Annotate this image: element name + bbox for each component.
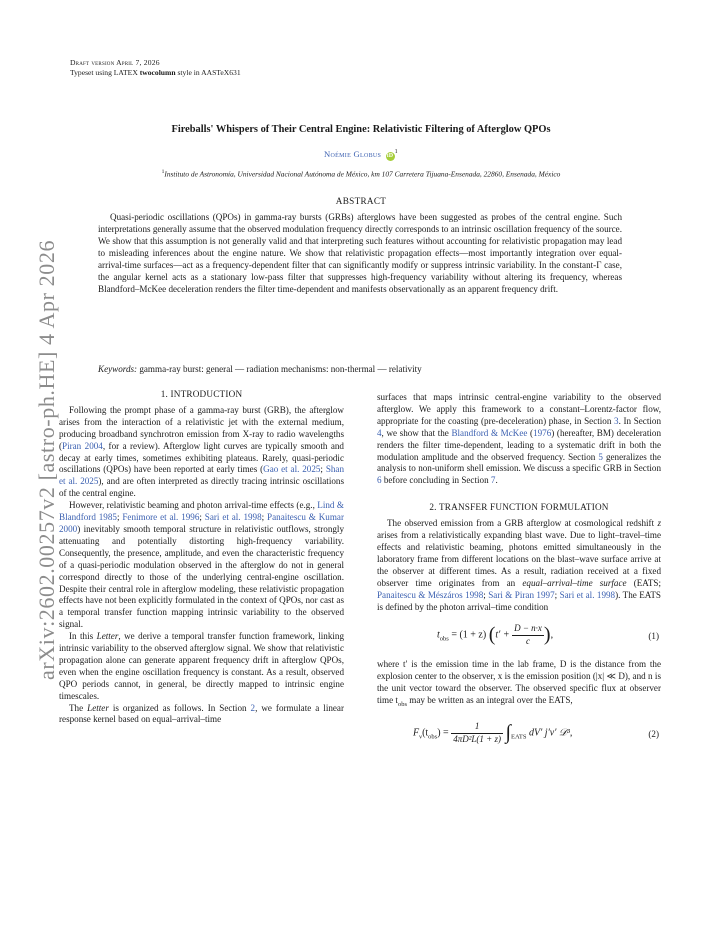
abstract-heading: ABSTRACT (335, 196, 387, 206)
paper-title: Fireballs' Whispers of Their Central Engine: Relativistic Filtering of Afterglow QPOs (171, 124, 551, 135)
intro-paragraph-4-cont: surfaces that maps intrinsic central-engine variability to the observed afterglow. We apply this framework to a constant–Lorentz-factor flow, appropriate for the coasting (pre-deceleration) phase, in Section 3. In Section 4, we show that the Blandford & McKee (1976) (hereafter, BM) deceleration renders the filter time-dependent, leading to a systematic drift in both the modulation amplitude and the observed frequency. Section 5 generalizes the analysis to non-uniform shell emission. We discuss a specific GRB in Section 6 before concluding in Section 7. (377, 392, 661, 486)
citation-link[interactable]: Piran 2004 (62, 440, 103, 451)
citation-link[interactable]: Lind & Blandford 1985 (59, 500, 344, 523)
citation-link[interactable]: Shan et al. 2025 (59, 464, 344, 487)
citation-link[interactable]: Fenimore et al. 1996 (122, 512, 200, 523)
section-heading-introduction: 1. INTRODUCTION (160, 389, 243, 399)
citation-link[interactable]: 1976 (533, 427, 552, 438)
citation-link[interactable]: Sari & Piran 1997 (488, 589, 555, 600)
section-link[interactable]: 7 (490, 475, 496, 486)
citation-link[interactable]: Sari et al. 1998 (204, 512, 262, 523)
citation-link[interactable]: Panaitescu & Kumar 2000 (59, 512, 344, 534)
left-column (59, 389, 344, 726)
equation-number: (2) (648, 728, 659, 739)
citation-link[interactable]: Sari et al. 1998 (559, 589, 616, 600)
section-link[interactable]: 5 (598, 451, 603, 462)
author-name[interactable]: Noémie Globus (324, 149, 382, 159)
citation-link[interactable]: Blandford & McKee (451, 427, 528, 438)
arxiv-stamp (14, 239, 59, 680)
section-link[interactable]: 6 (377, 475, 382, 486)
intro-paragraph-2: However, relativistic beaming and photon arrival-time effects (e.g., Lind & Blandford 1985; Fenimore et al. 1996; Sari et al. 1998; Panaitescu & Kumar 2000) inevitably smooth temporal structure in relativistic outflows, strongly attenuating and potentially distorting high-frequency variability. Consequently, the presence, amplitude, and even the characteristic frequency of a quasi-periodic modulation observed in the afterglow do not in general correspond directly to those of the underlying central-engine oscillation. Despite their central role in afterglow modeling, these relativistic propagation effects have not been explicitly formulated in the context of QPOs, nor cast as a temporal transfer function mapping intrinsic variability to the observed signal. (59, 500, 344, 630)
affiliation: $^1$Instituto de Astronomía, Universidad Nacional Autónoma de México, km 107 Carretera Tijuana-Ensenada, 22860, Ensenada, México (161, 169, 561, 179)
keywords: Keywords: gamma-ray burst: general — radiation mechanisms: non-thermal — relativity (98, 364, 422, 374)
equation-1: $t_{obs} = (1 + z) (t'$ + $\frac{D - n\cdot x}{c}$ ), (1) (437, 623, 659, 647)
author-line (70, 149, 652, 161)
orcid-icon[interactable]: iD (386, 153, 394, 159)
section-link[interactable]: 3 (614, 415, 619, 426)
intro-paragraph-3: In this Letter, we derive a temporal transfer function framework, linking intrinsic variability to the observed afterglow signal. We show that relativistic propagation alone can generate apparent frequency drift in afterglow QPOs, even when the engine oscillation frequency is constant. As a result, observed QPO periods cannot, in general, be directly mapped to intrinsic engine timescales. (59, 631, 344, 701)
typeset-line: Typeset using LATEX twocolumn style in AASTeX631 (70, 68, 241, 77)
sec2-paragraph-2: where t′ is the emission time in the lab frame, D is the distance from the explosion center to the observer, x is the emission position (|x| ≪ D), and n is the unit vector toward the observer. The observed specific flux at observer time $t_{obs}$ may be written as an integral over the EATS, (377, 659, 661, 708)
preprint-header (70, 58, 241, 78)
citation-link[interactable]: Panaitescu & Mészáros 1998 (377, 589, 484, 600)
equation-number: (1) (648, 631, 659, 642)
section-heading-transfer-function: 2. TRANSFER FUNCTION FORMULATION (429, 502, 609, 513)
intro-paragraph-4: The Letter is organized as follows. In Section 2, we formulate a linear response kernel based on equal–arrival–time (59, 702, 344, 725)
section-link[interactable]: 2 (250, 702, 256, 713)
intro-paragraph-1: Following the prompt phase of a gamma-ray burst (GRB), the afterglow arises from the interaction of a relativistic jet with the external medium, producing broadband synchrotron emission from X-ray to radio wavelengths (Piran 2004, for a review). Afterglow light curves are typically smooth and decay at early times, sometimes exhibiting plateaus. Rarely, quasi-periodic oscillations (QPOs) have been reported at early times (Gao et al. 2025; Shan et al. 2025), and are often interpreted as directly tracing intrinsic oscillations of the central engine. (59, 404, 344, 499)
abstract-text: Quasi-periodic oscillations (QPOs) in gamma-ray bursts (GRBs) afterglows have been suggested as probes of the central engine. Such interpretations generally assume that the observed modulation frequency directly corresponds to an intrinsic oscillation frequency of the source. We show that this assumption is not generally valid and that interpreting such features without accounting for relativistic propagation may lead to misleading inferences about the engine nature. We show that relativistic propagation effects—most importantly integration over equal-arrival-time surfaces—act as a frequency-dependent filter that can significantly modify or suppress intrinsic variability. In the constant-Γ case, the angular kernel acts as a stationary low-pass filter that suppresses high-frequency variability without altering its frequency, whereas Blandford–McKee deceleration renders the filter time-dependent and manifests observationally as an apparent frequency drift. (98, 212, 622, 294)
sec2-paragraph-1: The observed emission from a GRB afterglow at cosmological redshift z arises from a relativistically expanding blast wave. Due to light–travel–time effects and relativistic beaming, photons emitted simultaneously in the laboratory frame from different locations on the blast–wave surface arrive at the observer at different times. As a result, radiation received at a fixed observer time originates from an equal–arrival–time surface (EATS; Panaitescu & Mészáros 1998; Sari & Piran 1997; Sari et al. 1998). The EATS is defined by the photon arrival–time condition (377, 518, 661, 612)
draft-version: Draft version April 7, 2026 (70, 58, 160, 67)
equation-2: $F_\nu(t_{obs})$ = $\frac{1}{\text{4πD²L(1 + z)}}$ $\int_{EATS}$ dV′ j′ν′ 𝒟³, (2) (413, 720, 659, 744)
section-link[interactable]: 4 (377, 427, 382, 438)
right-column (377, 392, 661, 757)
author-affil-mark: 1 (394, 149, 398, 156)
citation-link[interactable]: Gao et al. 2025 (263, 464, 321, 475)
arxiv-id: arXiv:2602.00257v2 [astro-ph.HE] 4 Apr 2026 (34, 239, 59, 680)
